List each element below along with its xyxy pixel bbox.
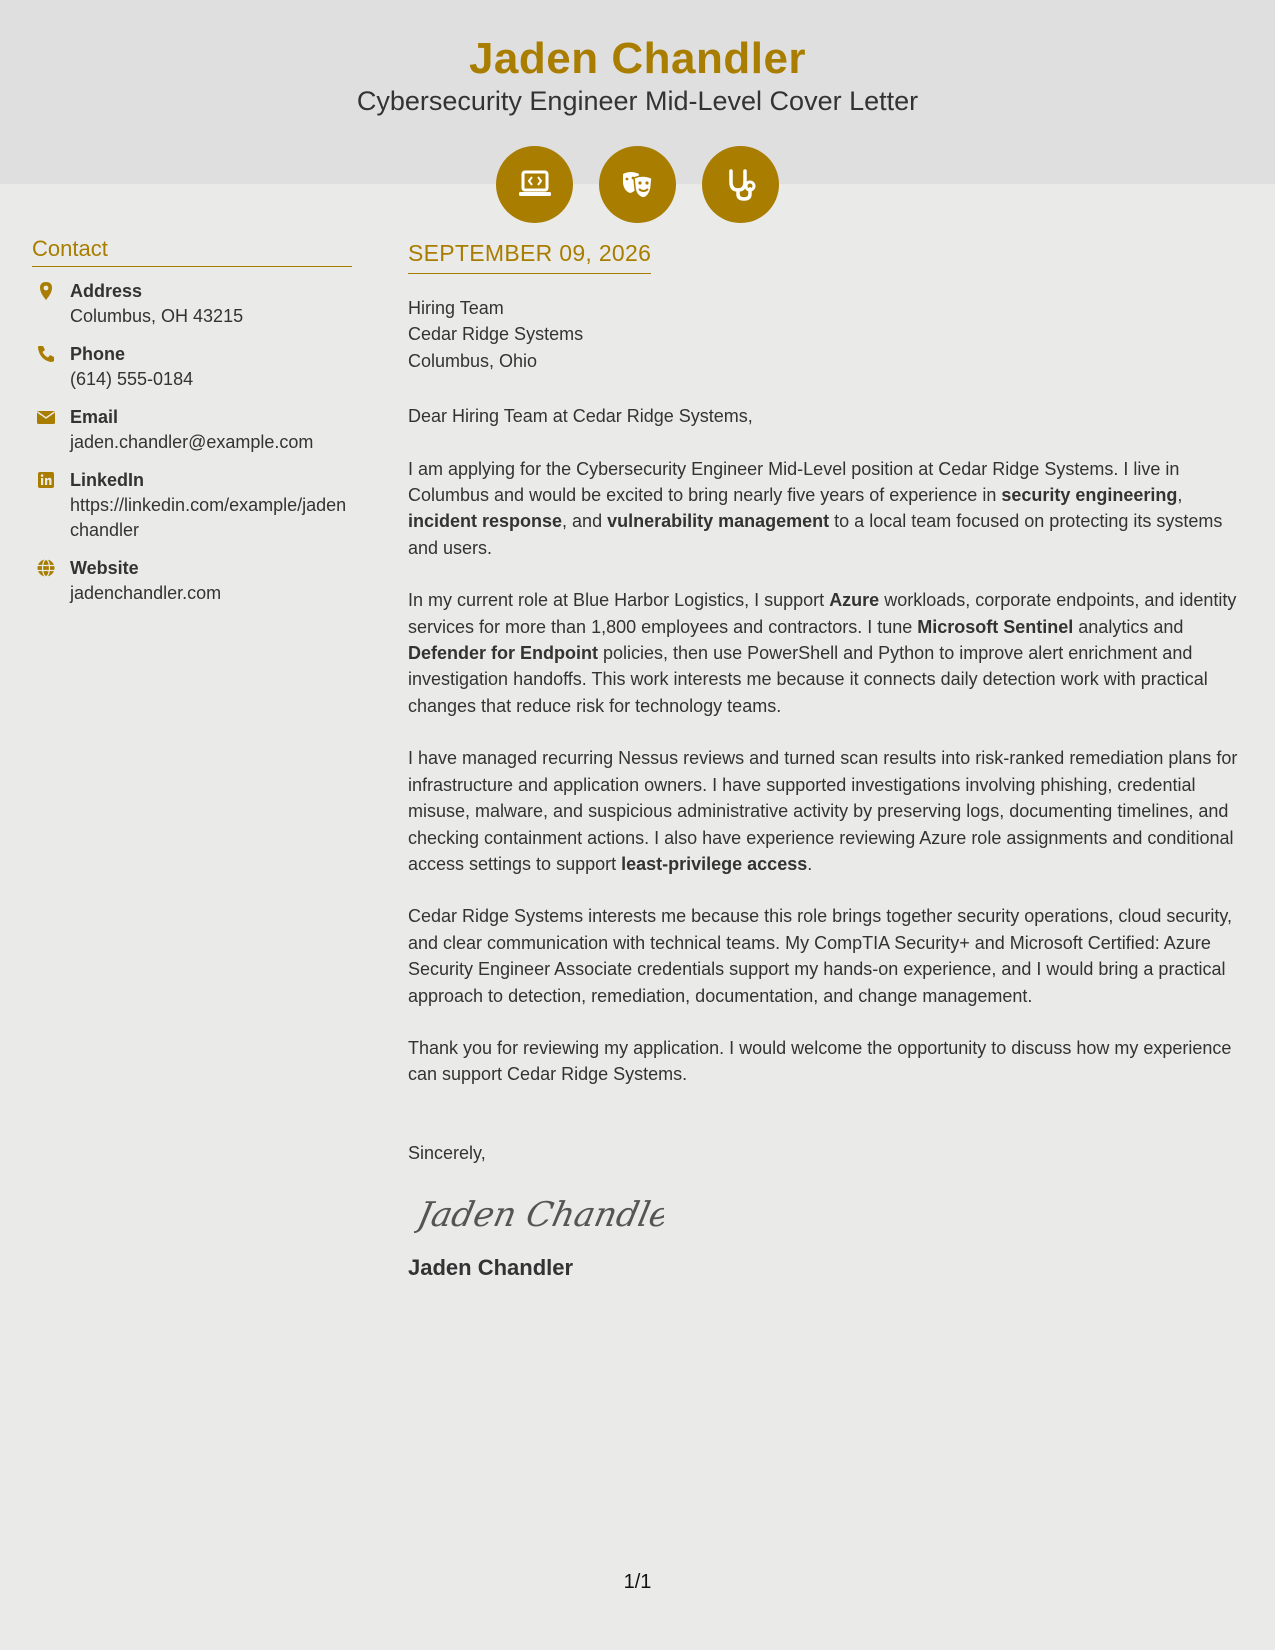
contact-heading: Contact [32, 236, 352, 267]
contact-value[interactable]: jadenchandler.com [70, 583, 222, 603]
paragraph-1: I am applying for the Cybersecurity Engineer Mid-Level position at Cedar Ridge Systems. I live in Columbus and would be excited to bring nearly five years of experience in security engineering, incident response, and vulnerability management to a local team focused on protecting its systems and users. [408, 458, 1223, 558]
contact-label: Phone [70, 344, 126, 364]
letter-date: SEPTEMBER 09, 2026 [408, 240, 651, 274]
letter-body [408, 240, 1253, 1281]
closing: Sincerely, [408, 1142, 486, 1163]
laptop-code-icon [496, 146, 573, 223]
linkedin-icon [36, 470, 56, 490]
contact-label: Website [70, 558, 139, 578]
recipient-line: Columbus, Ohio [408, 350, 538, 371]
contact-sidebar [32, 236, 352, 619]
contact-value[interactable]: jaden.chandler@example.com [70, 432, 314, 452]
paragraph-5: Thank you for reviewing my application. I would welcome the opportunity to discuss how my experience can support Cedar Ridge Systems. [408, 1037, 1232, 1085]
salutation: Dear Hiring Team at Cedar Ridge Systems, [408, 406, 753, 427]
phone-icon [36, 344, 56, 364]
page-number: 1/1 [623, 1571, 652, 1593]
candidate-name: Jaden Chandler [468, 34, 807, 83]
stethoscope-icon [702, 146, 779, 223]
recipient-line: Hiring Team [408, 298, 504, 318]
paragraph-3: I have managed recurring Nessus reviews and turned scan results into risk-ranked remediation plans for infrastructure and application owners. I have supported investigations involving phishing, credential misuse, malware, and suspicious administrative activity by preserving logs, documenting timelines, and checking containment actions. I also have experience reviewing Azure role assignments and conditional access settings to support least-privilege access. [408, 748, 1238, 874]
contact-linkedin [32, 468, 352, 543]
theater-masks-icon [599, 146, 676, 223]
paragraph-4: Cedar Ridge Systems interests me because this role brings together security operations, cloud security, and clear communication with technical teams. My CompTIA Security+ and Microsoft Certified: Azure Security Engineer Associate credentials support my hands-on experience, and I would bring a practical approach to detection, remediation, documentation, and change management. [408, 906, 1233, 1006]
recipient-block [408, 295, 1253, 374]
map-pin-icon [36, 281, 56, 301]
paragraph-2: In my current role at Blue Harbor Logistics, I support Azure workloads, corporate endpoints, and identity services for more than 1,800 employees and contractors. I tune Microsoft Sentinel analytics and Defender for Endpoint policies, then use PowerShell and Python to improve alert enrichment and investigation handoffs. This work interests me because it connects daily detection work with practical changes that reduce risk for technology teams. [408, 590, 1237, 716]
contact-email [32, 405, 352, 455]
document-subtitle: Cybersecurity Engineer Mid-Level Cover Letter [356, 86, 919, 116]
contact-website [32, 556, 352, 606]
contact-label: LinkedIn [70, 470, 145, 490]
signer-name: Jaden Chandler [408, 1254, 574, 1280]
handwritten-signature [414, 1188, 1253, 1243]
contact-label: Address [70, 281, 143, 301]
globe-icon [36, 558, 56, 578]
envelope-icon [36, 407, 56, 427]
recipient-line: Cedar Ridge Systems [408, 324, 584, 345]
contact-value[interactable]: https://linkedin.com/example/jadenchandler [70, 495, 347, 540]
contact-address [32, 279, 352, 329]
contact-phone [32, 342, 352, 392]
contact-list [32, 279, 352, 606]
contact-label: Email [70, 407, 119, 427]
contact-value: (614) 555-0184 [70, 369, 194, 389]
header-icon-row [496, 146, 779, 223]
contact-value: Columbus, OH 43215 [70, 306, 244, 326]
signature-text: Jaden Chandler [414, 1195, 664, 1235]
